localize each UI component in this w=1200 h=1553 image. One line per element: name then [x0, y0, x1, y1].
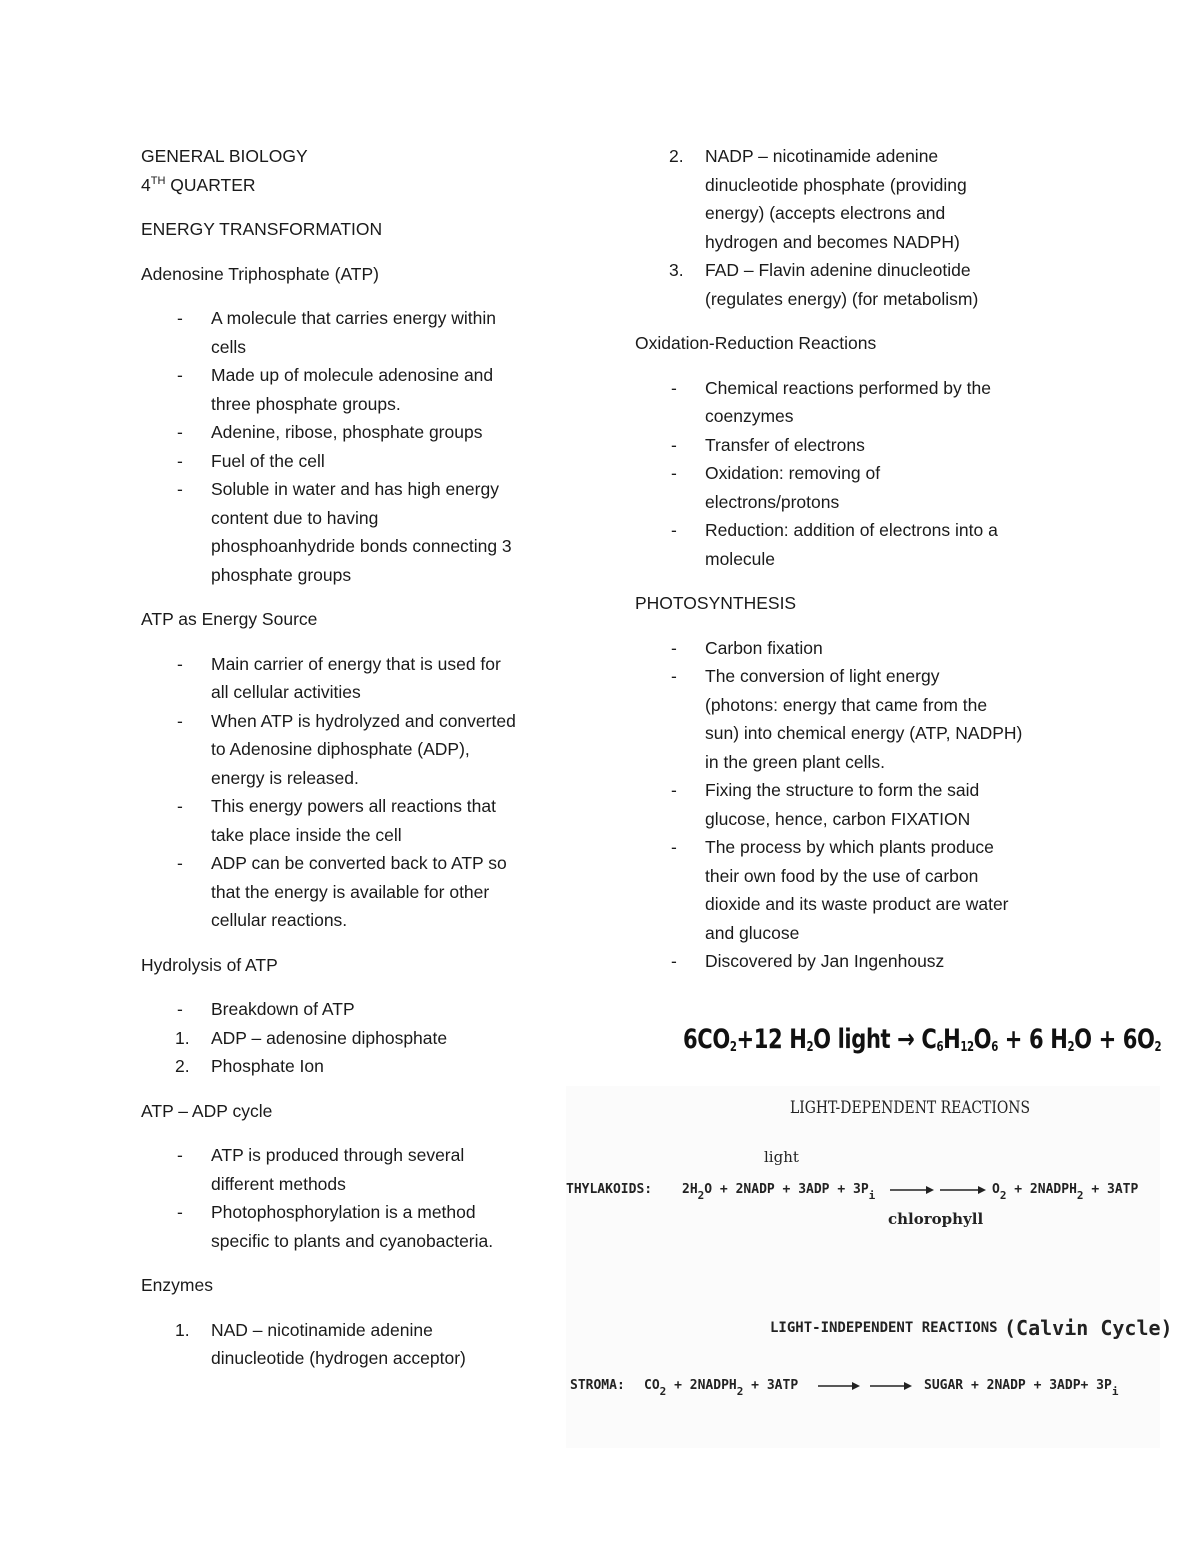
photosynthesis-heading: PHOTOSYNTHESIS: [635, 593, 797, 613]
list-item: 2. NADP – nicotinamide adenine dinucleotide phosphate (providing energy) (accepts electrons and hydrogen and becomes NADPH): [669, 146, 967, 252]
list-item: - Oxidation: removing of electrons/protons: [671, 463, 881, 512]
reaction-diagram: [566, 1086, 1173, 1448]
energy-source-heading: ATP as Energy Source: [141, 609, 318, 629]
light-independent-reactants: $CO_2$ + $2NADPH_2 + 3ATP$: [644, 1378, 799, 1398]
list-item: - A molecule that carries energy within cells: [177, 308, 496, 357]
list-item: - Made up of molecule adenosine and three phosphate groups.: [177, 365, 494, 414]
calvin-cycle-label: (Calvin Cycle): [1004, 1316, 1173, 1340]
redox-heading: Oxidation-Reduction Reactions: [635, 333, 877, 353]
redox-list: [635, 374, 1075, 574]
list-item: - Discovered by Jan Ingenhousz: [671, 951, 945, 971]
stroma-label: STROMA:: [570, 1378, 625, 1393]
doc-title: GENERAL BIOLOGY: [141, 146, 308, 166]
list-item: 1. ADP – adenosine diphosphate: [175, 1027, 448, 1048]
list-item: - The process by which plants produce their own food by the use of carbon dioxide and its waste product are water and glucose: [671, 837, 1009, 943]
list-item: - This energy powers all reactions that take place inside the cell: [177, 796, 496, 845]
energy-source-list: [141, 650, 571, 935]
list-item: 1. NAD – nicotinamide adenine dinucleotide (hydrogen acceptor): [175, 1319, 466, 1368]
thylakoids-label: THYLAKOIDS:: [566, 1182, 653, 1197]
list-item: 3. FAD – Flavin adenine dinucleotide (regulates energy) (for metabolism): [669, 260, 979, 309]
list-item: - Adenine, ribose, phosphate groups: [177, 422, 483, 442]
list-item: - Fixing the structure to form the said glucose, hence, carbon FIXATION: [671, 780, 980, 829]
light-dependent-title: LIGHT-DEPENDENT REACTIONS: [790, 1098, 1031, 1118]
list-item: - Reduction: addition of electrons into a molecule: [671, 520, 998, 569]
hydrolysis-numbered-list: [141, 1024, 571, 1081]
enzymes-list: [141, 1316, 571, 1373]
list-item: - Soluble in water and has high energy content due to having phosphoanhydride bonds connecting 3 phosphate groups: [177, 479, 512, 585]
light-independent-title: LIGHT-INDEPENDENT REACTIONS: [770, 1320, 998, 1336]
quarter-label: 4TH QUARTER: [141, 174, 256, 195]
list-item: - Carbon fixation: [671, 637, 823, 658]
list-item: - Main carrier of energy that is used for all cellular activities: [177, 653, 501, 702]
light-independent-arrow-icon: [816, 1378, 916, 1394]
photosynthesis-list: [635, 634, 1075, 976]
list-item: - ATP is produced through several different methods: [177, 1145, 465, 1194]
light-label: light: [764, 1148, 799, 1166]
hydrolysis-heading: Hydrolysis of ATP: [141, 954, 278, 975]
list-item: - The conversion of light energy (photons: energy that came from the sun) into chemical energy (ATP, NADPH) in the green plant cells.: [671, 666, 1023, 772]
arrow-right-icon: →: [897, 1024, 915, 1055]
right-column: [635, 142, 1075, 992]
cycle-list: [141, 1141, 571, 1255]
enzymes-list-continued: [635, 142, 1075, 313]
photosynthesis-equation: $6CO_2+12$ $H_2O$ light → $C_6H_{12}O_6 + 6$ $H_2O + 6O_2$: [683, 1024, 1162, 1055]
enzymes-heading: Enzymes: [141, 1275, 213, 1295]
hydrolysis-list: [141, 995, 571, 1024]
cycle-heading: ATP – ADP cycle: [141, 1100, 273, 1121]
light-dependent-products: $O_2$ + $2NADPH_2 + 3ATP$: [992, 1182, 1139, 1202]
light-dependent-reactants: $2H_2O$ + 2NADP + $3ADP + 3P_i$: [682, 1182, 876, 1202]
list-item: - Chemical reactions performed by the coenzymes: [671, 377, 991, 426]
list-item: 2. Phosphate Ion: [175, 1056, 324, 1076]
list-item: - ADP can be converted back to ATP so that the energy is available for other cellular reactions.: [177, 853, 507, 930]
list-item: - Breakdown of ATP: [177, 999, 355, 1019]
list-item: - Fuel of the cell: [177, 450, 325, 471]
chlorophyll-label: chlorophyll: [888, 1210, 984, 1228]
section-title: ENERGY TRANSFORMATION: [141, 219, 383, 239]
atp-list: [141, 304, 571, 589]
atp-heading: Adenosine Triphosphate (ATP): [141, 263, 380, 284]
light-dependent-arrow-icon: [888, 1182, 988, 1198]
light-independent-products: SUGAR + 2NADP + $3ADP+ 3P_i$: [924, 1378, 1119, 1398]
list-item: - When ATP is hydrolyzed and converted to Adenosine diphosphate (ADP), energy is released.: [177, 710, 516, 788]
list-item: - Transfer of electrons: [671, 434, 865, 455]
list-item: - Photophosphorylation is a method specific to plants and cyanobacteria.: [177, 1202, 494, 1251]
left-column: [141, 142, 571, 1389]
